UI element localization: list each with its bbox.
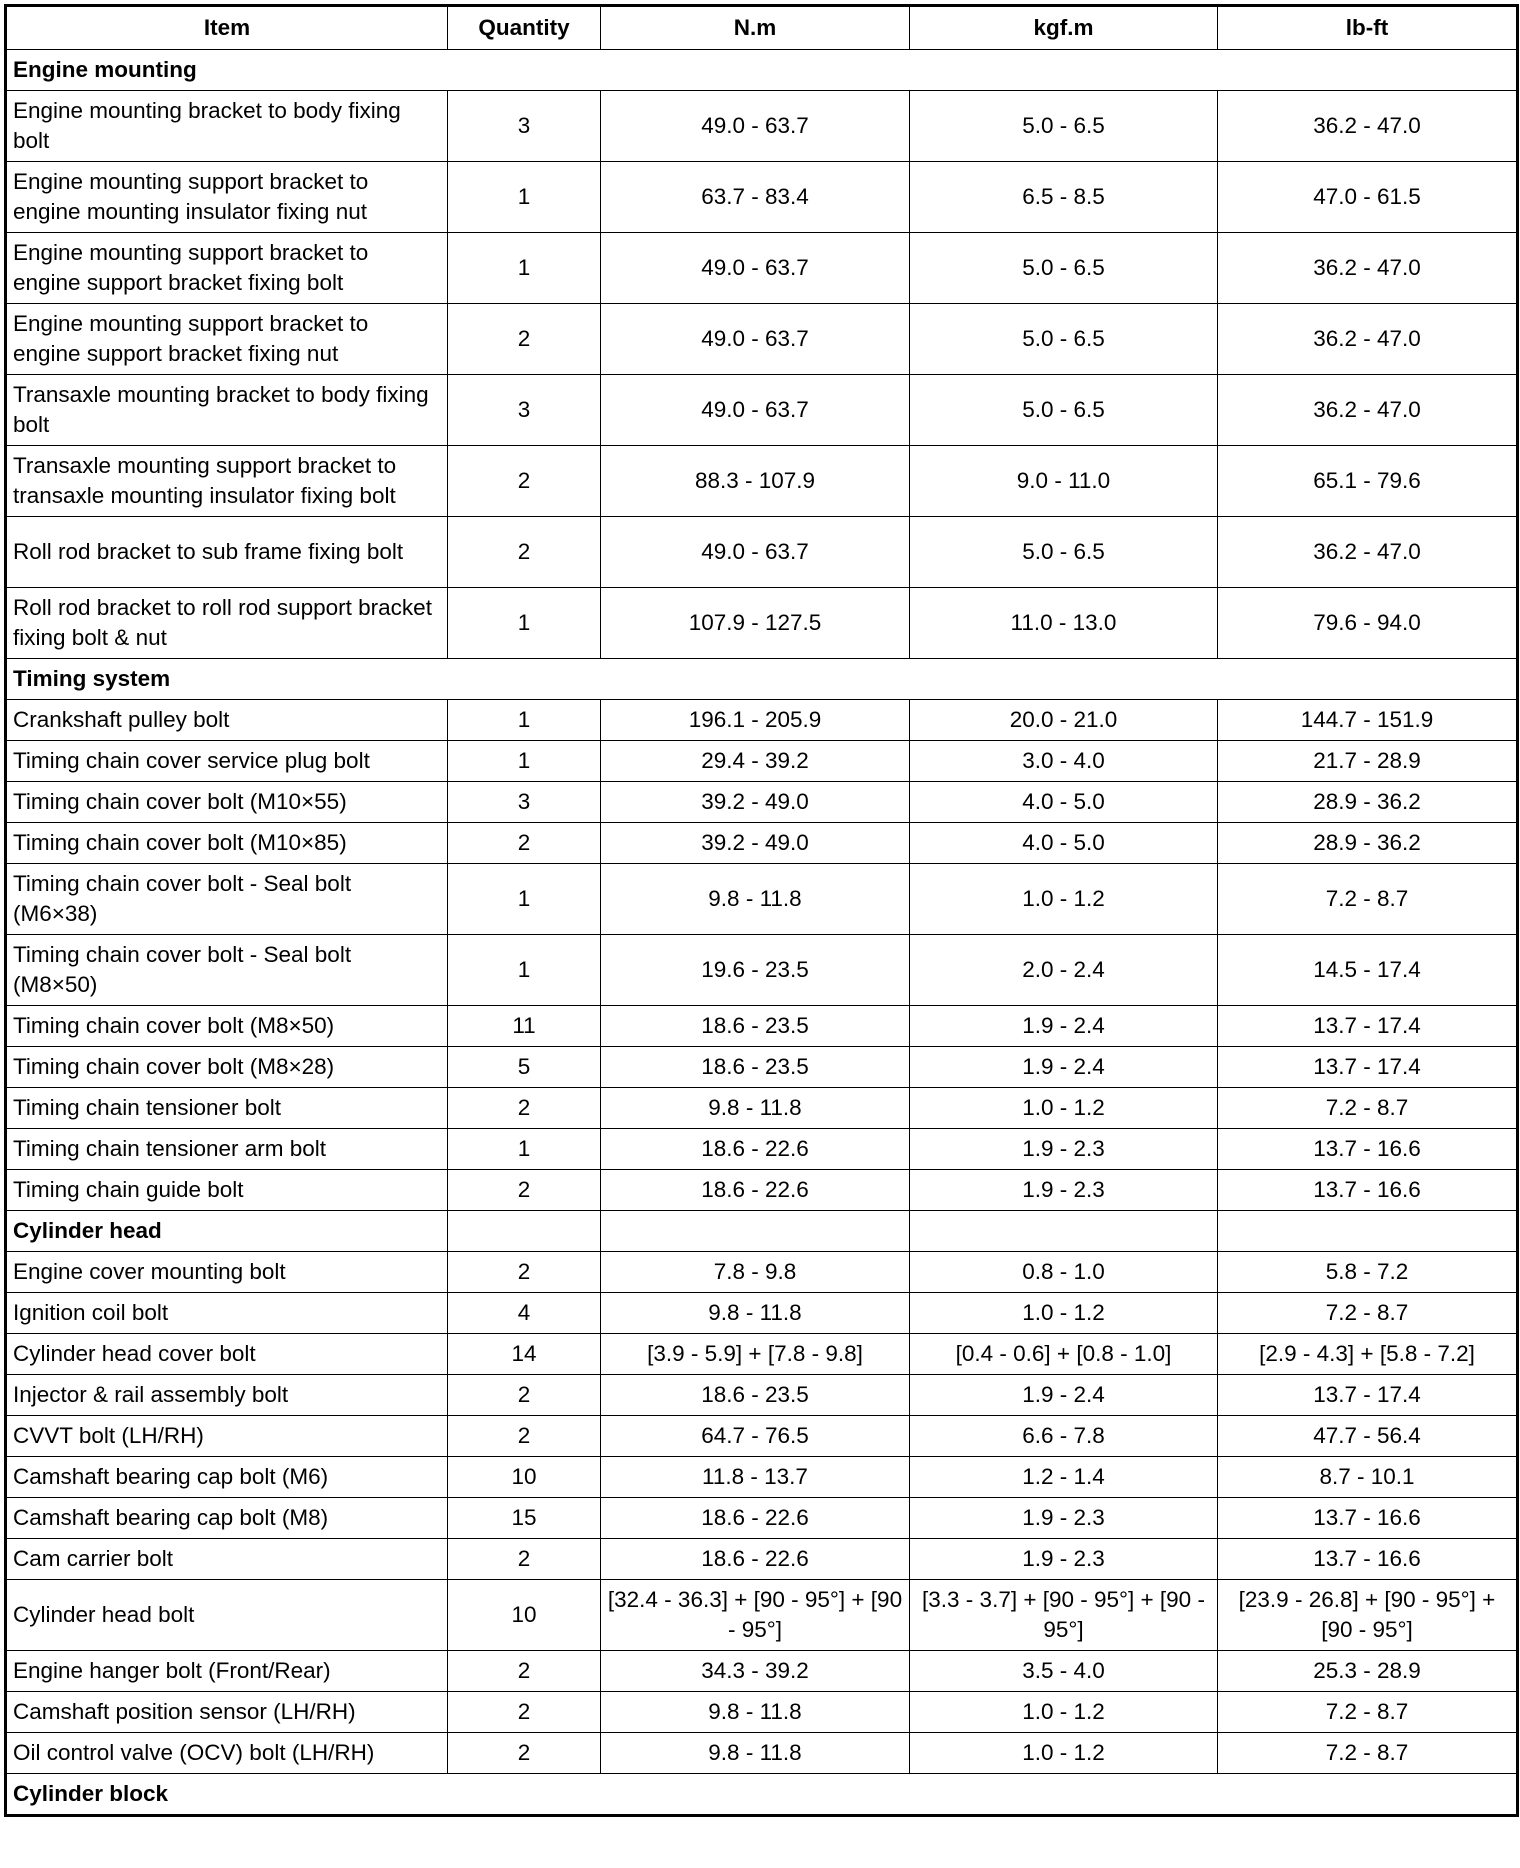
cell-kgfm: 1.2 - 1.4 — [910, 1457, 1218, 1498]
cell-nm: 63.7 - 83.4 — [601, 162, 910, 233]
cell-lbft: 144.7 - 151.9 — [1218, 700, 1518, 741]
cell-kgfm: 6.6 - 7.8 — [910, 1416, 1218, 1457]
table-row — [6, 1293, 1518, 1334]
cell-item: Engine mounting support bracket to engine support bracket fixing bolt — [6, 233, 448, 304]
cell-nm: [32.4 - 36.3] + [90 - 95°] + [90 - 95°] — [601, 1580, 910, 1651]
cell-quantity: 2 — [448, 1733, 601, 1774]
cell-lbft: 79.6 - 94.0 — [1218, 588, 1518, 659]
header-lbft: lb-ft — [1218, 6, 1518, 50]
cell-lbft: 25.3 - 28.9 — [1218, 1651, 1518, 1692]
header-quantity: Quantity — [448, 6, 601, 50]
table-row — [6, 1375, 1518, 1416]
cell-lbft: 14.5 - 17.4 — [1218, 935, 1518, 1006]
cell-item: Transaxle mounting bracket to body fixing bolt — [6, 375, 448, 446]
cell-quantity: 5 — [448, 1047, 601, 1088]
cell-kgfm: 3.0 - 4.0 — [910, 741, 1218, 782]
cell-nm: 39.2 - 49.0 — [601, 823, 910, 864]
cell-kgfm: 1.0 - 1.2 — [910, 1293, 1218, 1334]
cell-quantity: 3 — [448, 375, 601, 446]
cell-quantity: 3 — [448, 782, 601, 823]
section-header-row — [6, 50, 1518, 91]
table-row — [6, 304, 1518, 375]
cell-lbft: 7.2 - 8.7 — [1218, 864, 1518, 935]
table-row — [6, 1047, 1518, 1088]
cell-nm: 11.8 - 13.7 — [601, 1457, 910, 1498]
cell-quantity: 10 — [448, 1457, 601, 1498]
cell-nm: 34.3 - 39.2 — [601, 1651, 910, 1692]
cell-kgfm: 20.0 - 21.0 — [910, 700, 1218, 741]
cell-item: Engine mounting support bracket to engine mounting insulator fixing nut — [6, 162, 448, 233]
cell-lbft: 47.0 - 61.5 — [1218, 162, 1518, 233]
cell-item: Engine hanger bolt (Front/Rear) — [6, 1651, 448, 1692]
cell-lbft: 5.8 - 7.2 — [1218, 1252, 1518, 1293]
cell-nm: 107.9 - 127.5 — [601, 588, 910, 659]
table-row — [6, 517, 1518, 588]
cell-nm: 7.8 - 9.8 — [601, 1252, 910, 1293]
cell-nm: 49.0 - 63.7 — [601, 304, 910, 375]
cell-lbft: [23.9 - 26.8] + [90 - 95°] + [90 - 95°] — [1218, 1580, 1518, 1651]
cell-quantity: 1 — [448, 741, 601, 782]
table-row — [6, 1651, 1518, 1692]
cell-kgfm: 5.0 - 6.5 — [910, 91, 1218, 162]
table-row — [6, 935, 1518, 1006]
cell-lbft: 13.7 - 16.6 — [1218, 1498, 1518, 1539]
cell-item: Roll rod bracket to sub frame fixing bolt — [6, 517, 448, 588]
cell-item: Camshaft bearing cap bolt (M8) — [6, 1498, 448, 1539]
cell-kgfm: 1.0 - 1.2 — [910, 864, 1218, 935]
cell-kgfm: 4.0 - 5.0 — [910, 823, 1218, 864]
cell-kgfm: 1.9 - 2.4 — [910, 1006, 1218, 1047]
cell-kgfm: 6.5 - 8.5 — [910, 162, 1218, 233]
section-title: Timing system — [6, 659, 1518, 700]
cell-item: Timing chain cover service plug bolt — [6, 741, 448, 782]
cell-nm: 18.6 - 22.6 — [601, 1498, 910, 1539]
cell-nm: 49.0 - 63.7 — [601, 233, 910, 304]
cell-kgfm: 9.0 - 11.0 — [910, 446, 1218, 517]
table-row — [6, 91, 1518, 162]
cell-lbft: [2.9 - 4.3] + [5.8 - 7.2] — [1218, 1334, 1518, 1375]
cell-item: Cam carrier bolt — [6, 1539, 448, 1580]
cell-kgfm: 1.9 - 2.3 — [910, 1539, 1218, 1580]
cell-lbft: 7.2 - 8.7 — [1218, 1692, 1518, 1733]
table-row — [6, 1170, 1518, 1211]
cell-item: Timing chain cover bolt - Seal bolt (M6×38) — [6, 864, 448, 935]
cell-lbft: 28.9 - 36.2 — [1218, 782, 1518, 823]
cell-lbft: 7.2 - 8.7 — [1218, 1293, 1518, 1334]
cell-kgfm: 3.5 - 4.0 — [910, 1651, 1218, 1692]
section-header-row — [6, 1211, 1518, 1252]
cell-kgfm: 1.9 - 2.3 — [910, 1170, 1218, 1211]
cell-lbft: 36.2 - 47.0 — [1218, 91, 1518, 162]
section-empty-cell — [448, 1211, 601, 1252]
cell-nm: 64.7 - 76.5 — [601, 1416, 910, 1457]
cell-lbft: 36.2 - 47.0 — [1218, 517, 1518, 588]
cell-item: Crankshaft pulley bolt — [6, 700, 448, 741]
table-row — [6, 864, 1518, 935]
cell-nm: 18.6 - 22.6 — [601, 1539, 910, 1580]
table-row — [6, 1006, 1518, 1047]
section-header-row — [6, 659, 1518, 700]
cell-lbft: 8.7 - 10.1 — [1218, 1457, 1518, 1498]
cell-quantity: 11 — [448, 1006, 601, 1047]
cell-kgfm: 5.0 - 6.5 — [910, 375, 1218, 446]
torque-spec-page — [4, 4, 1516, 1817]
cell-lbft: 21.7 - 28.9 — [1218, 741, 1518, 782]
header-nm: N.m — [601, 6, 910, 50]
cell-nm: 88.3 - 107.9 — [601, 446, 910, 517]
cell-item: Timing chain guide bolt — [6, 1170, 448, 1211]
table-row — [6, 741, 1518, 782]
cell-nm: 9.8 - 11.8 — [601, 1692, 910, 1733]
cell-quantity: 2 — [448, 1692, 601, 1733]
table-row — [6, 1457, 1518, 1498]
cell-lbft: 7.2 - 8.7 — [1218, 1733, 1518, 1774]
table-body — [6, 50, 1518, 1816]
cell-item: Oil control valve (OCV) bolt (LH/RH) — [6, 1733, 448, 1774]
cell-item: Transaxle mounting support bracket to transaxle mounting insulator fixing bolt — [6, 446, 448, 517]
cell-nm: 9.8 - 11.8 — [601, 1088, 910, 1129]
cell-item: Cylinder head bolt — [6, 1580, 448, 1651]
section-title: Engine mounting — [6, 50, 1518, 91]
cell-lbft: 13.7 - 17.4 — [1218, 1375, 1518, 1416]
cell-lbft: 36.2 - 47.0 — [1218, 375, 1518, 446]
cell-quantity: 1 — [448, 162, 601, 233]
cell-kgfm: 0.8 - 1.0 — [910, 1252, 1218, 1293]
section-header-row — [6, 1774, 1518, 1816]
table-row — [6, 823, 1518, 864]
table-row — [6, 1498, 1518, 1539]
cell-quantity: 1 — [448, 864, 601, 935]
cell-nm: 9.8 - 11.8 — [601, 1733, 910, 1774]
table-row — [6, 1733, 1518, 1774]
cell-item: Engine mounting bracket to body fixing bolt — [6, 91, 448, 162]
cell-kgfm: 5.0 - 6.5 — [910, 517, 1218, 588]
cell-nm: 49.0 - 63.7 — [601, 375, 910, 446]
cell-kgfm: [3.3 - 3.7] + [90 - 95°] + [90 - 95°] — [910, 1580, 1218, 1651]
cell-item: Ignition coil bolt — [6, 1293, 448, 1334]
cell-lbft: 13.7 - 16.6 — [1218, 1170, 1518, 1211]
cell-quantity: 10 — [448, 1580, 601, 1651]
section-title: Cylinder head — [6, 1211, 448, 1252]
table-row — [6, 588, 1518, 659]
cell-nm: 49.0 - 63.7 — [601, 91, 910, 162]
cell-quantity: 2 — [448, 1088, 601, 1129]
cell-quantity: 1 — [448, 935, 601, 1006]
section-empty-cell — [601, 1211, 910, 1252]
cell-nm: 18.6 - 23.5 — [601, 1047, 910, 1088]
cell-lbft: 13.7 - 16.6 — [1218, 1539, 1518, 1580]
table-row — [6, 1129, 1518, 1170]
cell-quantity: 2 — [448, 1252, 601, 1293]
table-row — [6, 1580, 1518, 1651]
cell-kgfm: 1.0 - 1.2 — [910, 1692, 1218, 1733]
cell-nm: 18.6 - 22.6 — [601, 1129, 910, 1170]
cell-nm: 18.6 - 23.5 — [601, 1375, 910, 1416]
cell-item: Roll rod bracket to roll rod support bracket fixing bolt & nut — [6, 588, 448, 659]
cell-lbft: 7.2 - 8.7 — [1218, 1088, 1518, 1129]
section-empty-cell — [910, 1211, 1218, 1252]
cell-quantity: 1 — [448, 233, 601, 304]
cell-nm: [3.9 - 5.9] + [7.8 - 9.8] — [601, 1334, 910, 1375]
cell-quantity: 4 — [448, 1293, 601, 1334]
cell-lbft: 13.7 - 17.4 — [1218, 1006, 1518, 1047]
cell-kgfm: 4.0 - 5.0 — [910, 782, 1218, 823]
cell-lbft: 65.1 - 79.6 — [1218, 446, 1518, 517]
cell-kgfm: 5.0 - 6.5 — [910, 233, 1218, 304]
cell-quantity: 2 — [448, 1416, 601, 1457]
cell-item: Camshaft position sensor (LH/RH) — [6, 1692, 448, 1733]
cell-nm: 18.6 - 22.6 — [601, 1170, 910, 1211]
cell-lbft: 47.7 - 56.4 — [1218, 1416, 1518, 1457]
cell-quantity: 2 — [448, 1375, 601, 1416]
cell-kgfm: 2.0 - 2.4 — [910, 935, 1218, 1006]
table-row — [6, 446, 1518, 517]
cell-item: Timing chain tensioner bolt — [6, 1088, 448, 1129]
table-row — [6, 782, 1518, 823]
cell-kgfm: 1.9 - 2.4 — [910, 1047, 1218, 1088]
table-row — [6, 1416, 1518, 1457]
table-row — [6, 1692, 1518, 1733]
cell-nm: 19.6 - 23.5 — [601, 935, 910, 1006]
cell-quantity: 14 — [448, 1334, 601, 1375]
cell-kgfm: 1.0 - 1.2 — [910, 1733, 1218, 1774]
cell-kgfm: 1.9 - 2.3 — [910, 1129, 1218, 1170]
section-title: Cylinder block — [6, 1774, 1518, 1816]
table-header-row — [6, 6, 1518, 50]
cell-kgfm: 1.9 - 2.4 — [910, 1375, 1218, 1416]
cell-item: Engine cover mounting bolt — [6, 1252, 448, 1293]
cell-nm: 9.8 - 11.8 — [601, 864, 910, 935]
section-empty-cell — [1218, 1211, 1518, 1252]
cell-nm: 9.8 - 11.8 — [601, 1293, 910, 1334]
cell-quantity: 2 — [448, 1651, 601, 1692]
cell-quantity: 2 — [448, 517, 601, 588]
table-row — [6, 1252, 1518, 1293]
cell-quantity: 1 — [448, 700, 601, 741]
table-row — [6, 1088, 1518, 1129]
cell-quantity: 3 — [448, 91, 601, 162]
table-row — [6, 1539, 1518, 1580]
cell-quantity: 1 — [448, 588, 601, 659]
cell-item: Timing chain cover bolt (M10×55) — [6, 782, 448, 823]
table-row — [6, 233, 1518, 304]
cell-item: Timing chain cover bolt (M10×85) — [6, 823, 448, 864]
cell-lbft: 36.2 - 47.0 — [1218, 233, 1518, 304]
cell-nm: 29.4 - 39.2 — [601, 741, 910, 782]
cell-quantity: 2 — [448, 446, 601, 517]
cell-kgfm: 5.0 - 6.5 — [910, 304, 1218, 375]
cell-item: Camshaft bearing cap bolt (M6) — [6, 1457, 448, 1498]
cell-lbft: 13.7 - 16.6 — [1218, 1129, 1518, 1170]
table-row — [6, 375, 1518, 446]
cell-item: Injector & rail assembly bolt — [6, 1375, 448, 1416]
cell-item: CVVT bolt (LH/RH) — [6, 1416, 448, 1457]
cell-nm: 196.1 - 205.9 — [601, 700, 910, 741]
cell-quantity: 15 — [448, 1498, 601, 1539]
table-row — [6, 162, 1518, 233]
cell-item: Engine mounting support bracket to engine support bracket fixing nut — [6, 304, 448, 375]
cell-quantity: 1 — [448, 1129, 601, 1170]
header-kgfm: kgf.m — [910, 6, 1218, 50]
torque-spec-table — [4, 4, 1519, 1817]
table-row — [6, 1334, 1518, 1375]
cell-quantity: 2 — [448, 823, 601, 864]
cell-lbft: 36.2 - 47.0 — [1218, 304, 1518, 375]
cell-item: Cylinder head cover bolt — [6, 1334, 448, 1375]
cell-kgfm: 1.0 - 1.2 — [910, 1088, 1218, 1129]
cell-nm: 39.2 - 49.0 — [601, 782, 910, 823]
table-row — [6, 700, 1518, 741]
cell-quantity: 2 — [448, 1170, 601, 1211]
cell-kgfm: 11.0 - 13.0 — [910, 588, 1218, 659]
cell-kgfm: 1.9 - 2.3 — [910, 1498, 1218, 1539]
cell-lbft: 28.9 - 36.2 — [1218, 823, 1518, 864]
cell-item: Timing chain cover bolt (M8×50) — [6, 1006, 448, 1047]
cell-item: Timing chain cover bolt (M8×28) — [6, 1047, 448, 1088]
header-item: Item — [6, 6, 448, 50]
cell-nm: 49.0 - 63.7 — [601, 517, 910, 588]
cell-lbft: 13.7 - 17.4 — [1218, 1047, 1518, 1088]
cell-quantity: 2 — [448, 1539, 601, 1580]
cell-kgfm: [0.4 - 0.6] + [0.8 - 1.0] — [910, 1334, 1218, 1375]
cell-item: Timing chain cover bolt - Seal bolt (M8×50) — [6, 935, 448, 1006]
cell-item: Timing chain tensioner arm bolt — [6, 1129, 448, 1170]
cell-quantity: 2 — [448, 304, 601, 375]
cell-nm: 18.6 - 23.5 — [601, 1006, 910, 1047]
